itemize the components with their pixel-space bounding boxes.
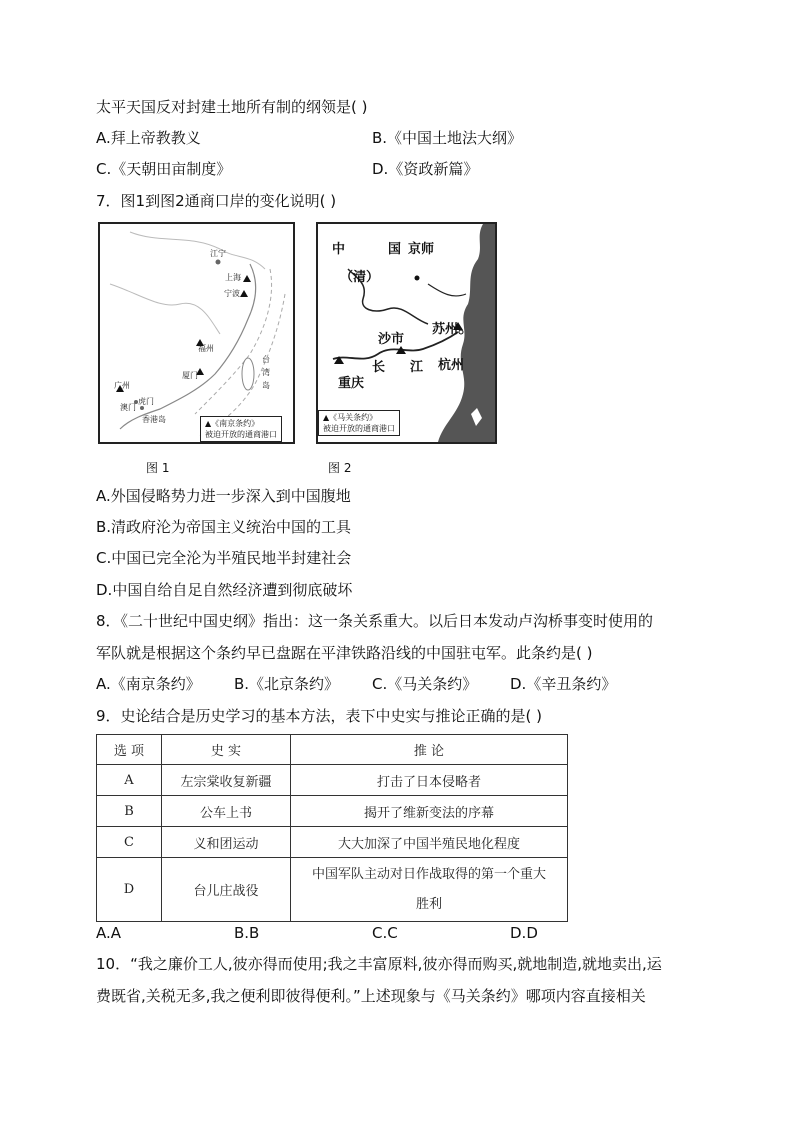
q9-row-d-inference-line1: 中国军队主动对日作战取得的第一个重大	[311, 866, 546, 882]
table-row	[97, 827, 568, 858]
map1-legend-subtitle: 被迫开放的通商港口	[205, 430, 277, 439]
map1-caption: 图 1	[146, 461, 170, 475]
q8-option-b: B.《北京条约》	[234, 675, 340, 693]
q9-row-c-fact: 义和团运动	[162, 827, 291, 858]
q10-stem-line1: 10．“我之廉价工人,彼亦得而使用;我之丰富原料,彼亦得而购买,就地制造,就地卖出,运	[96, 955, 662, 973]
q8-option-a: A.《南京条约》	[96, 675, 201, 693]
q9-row-a-fact: 左宗棠收复新疆	[162, 765, 291, 796]
map1-label-hongkong: 香港岛	[142, 415, 166, 424]
map2-label-jingshi: 京师	[408, 242, 435, 257]
map1-label-shanghai: 上海	[225, 273, 241, 282]
q9-row-d-fact: 台儿庄战役	[162, 858, 291, 922]
q9-stem: 9．史论结合是历史学习的基本方法，表下中史实与推论正确的是( )	[96, 707, 543, 725]
q9-row-d-inference-line2: 胜利	[415, 896, 442, 912]
q9-table	[96, 734, 568, 922]
map2-label-zhong: 中	[332, 242, 346, 257]
q6-option-b: B.《中国土地法大纲》	[372, 129, 523, 147]
map1-label-humen: 虎门	[138, 397, 154, 406]
q9-option-b: B.B	[234, 924, 260, 942]
q6-option-d: D.《资政新篇》	[372, 160, 479, 178]
map2-label-chang: 长	[372, 360, 386, 375]
q9-option-a: A.A	[96, 924, 122, 942]
map2-caption: 图 2	[328, 461, 352, 475]
map1-label-dao: 岛	[262, 381, 270, 390]
q7-option-a: A.外国侵略势力进一步深入到中国腹地	[96, 487, 351, 505]
q9-row-b-option: B	[97, 796, 162, 827]
q9-table-header-option: 选 项	[97, 735, 162, 765]
q9-table-header-row	[97, 735, 568, 765]
q9-table-header-inference: 推 论	[291, 735, 568, 765]
q9-row-c-option: C	[97, 827, 162, 858]
table-row	[97, 796, 568, 827]
map-figure-2	[316, 222, 497, 444]
q8-stem-line2: 军队就是根据这个条约早已盘踞在平津铁路沿线的中国驻屯军。此条约是( )	[96, 644, 593, 662]
q9-row-c-inference: 大大加深了中国半殖民地化程度	[291, 827, 568, 858]
map1-label-tai: 台	[262, 355, 270, 364]
q9-option-d: D.D	[510, 924, 538, 942]
q9-row-b-inference: 揭开了维新变法的序幕	[291, 796, 568, 827]
map1-label-xiamen: 厦门	[182, 371, 198, 380]
map2-label-suzhou: 苏州	[432, 322, 459, 337]
q8-stem-line1: 8．《二十世纪中国史纲》指出：这一条关系重大。以后日本发动卢沟桥事变时使用的	[96, 612, 654, 630]
table-row	[97, 858, 568, 922]
map2-legend-title: ▲《马关条约》	[323, 413, 378, 422]
map1-label-fuzhou: 福州	[198, 344, 214, 353]
q8-option-d: D.《辛丑条约》	[510, 675, 617, 693]
q9-row-a-option: A	[97, 765, 162, 796]
q9-option-c: C.C	[372, 924, 398, 942]
map1-label-guangzhou: 广州	[114, 381, 130, 390]
map2-label-shashi: 沙市	[378, 332, 405, 347]
q6-option-a: A.拜上帝教教义	[96, 129, 201, 147]
q9-row-d-inference	[291, 858, 568, 922]
map2-legend-subtitle: 被迫开放的通商港口	[323, 424, 395, 433]
q7-option-d: D.中国自给自足自然经济遭到彻底破坏	[96, 581, 353, 599]
map1-label-wan: 湾	[262, 368, 270, 377]
map2-legend	[318, 410, 400, 436]
q9-table-header-fact: 史 实	[162, 735, 291, 765]
q6-option-c: C.《天朝田亩制度》	[96, 160, 232, 178]
q8-option-c: C.《马关条约》	[372, 675, 478, 693]
q7-stem: 7．图1到图2通商口岸的变化说明( )	[96, 192, 337, 210]
q9-row-b-fact: 公车上书	[162, 796, 291, 827]
table-row	[97, 765, 568, 796]
map1-label-macao: 澳门	[120, 403, 136, 412]
map2-label-jiang: 江	[410, 360, 424, 375]
q7-option-c: C.中国已完全沦为半殖民地半封建社会	[96, 549, 352, 567]
map2-label-qing: （清）	[340, 270, 380, 285]
map1-legend	[200, 416, 282, 442]
map2-label-chongqing: 重庆	[338, 376, 365, 391]
q9-row-a-inference: 打击了日本侵略者	[291, 765, 568, 796]
map2-label-guo: 国	[388, 242, 402, 257]
map2-label-hangzhou: 杭州	[438, 358, 465, 373]
map1-legend-title: ▲《南京条约》	[205, 419, 260, 428]
map1-label-jiangning: 江宁	[210, 249, 226, 258]
q6-stem: 太平天国反对封建土地所有制的纲领是( )	[96, 98, 368, 116]
map-figure-1	[98, 222, 295, 444]
q9-row-d-option: D	[97, 858, 162, 922]
q10-stem-line2: 费既省,关税无多,我之便利即彼得便利。”上述现象与《马关条约》哪项内容直接相关	[96, 987, 646, 1005]
q7-option-b: B.清政府沦为帝国主义统治中国的工具	[96, 518, 352, 536]
map1-label-ningbo: 宁波	[224, 289, 240, 298]
